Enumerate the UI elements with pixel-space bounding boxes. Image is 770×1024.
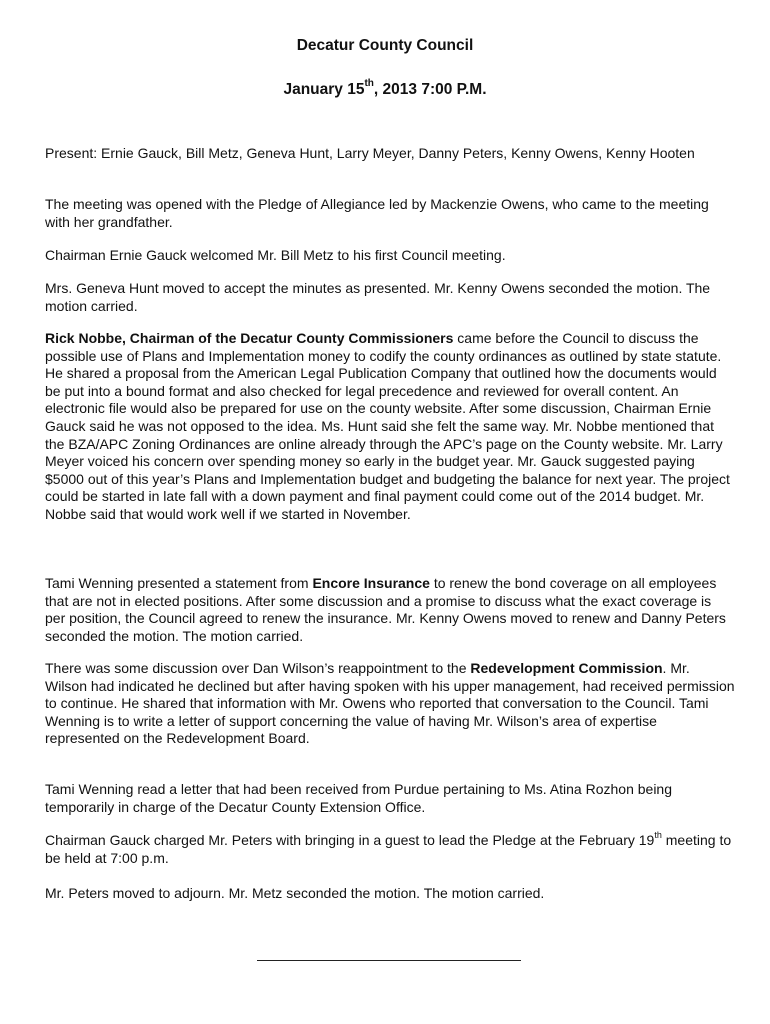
insurance-text-pre: Tami Wenning presented a statement from — [45, 575, 313, 591]
date-superscript: th — [364, 78, 374, 89]
nobbe-heading: Rick Nobbe, Chairman of the Decatur County Commissioners — [45, 330, 454, 346]
date-prefix: January 15 — [283, 81, 365, 99]
welcome-paragraph: Chairman Ernie Gauck welcomed Mr. Bill Metz to his first Council meeting. — [45, 247, 506, 263]
adjourn-paragraph: Mr. Peters moved to adjourn. Mr. Metz seconded the motion. The motion carried. — [45, 885, 545, 901]
meeting-date — [0, 77, 770, 99]
nobbe-paragraph — [45, 330, 735, 524]
purdue-paragraph: Tami Wenning read a letter that had been received from Purdue pertaining to Ms. Atina Rozhon being temporarily in charge of the Decatur County Extension Office. — [45, 781, 673, 815]
document-title: Decatur County Council — [296, 37, 474, 54]
redevelopment-heading: Redevelopment Commission — [470, 660, 663, 676]
minutes-paragraph: Mrs. Geneva Hunt moved to accept the minutes as presented. Mr. Kenny Owens seconded the motion. The motion carried. — [45, 280, 711, 314]
insurance-text-post: to renew the bond coverage on all employees that are not in elected positions. After some discussion and a promise to discuss what the exact coverage is per position, the Council agreed to renew the insurance. Mr. Kenny Owens moved to renew and Danny Peters seconded the motion. The motion carried. — [45, 575, 726, 644]
february-superscript: th — [654, 830, 662, 841]
redevelopment-text-pre: There was some discussion over Dan Wilson’s reappointment to the — [45, 660, 471, 676]
february-text-post: meeting to be held at 7:00 p.m. — [45, 832, 732, 866]
pledge-paragraph: The meeting was opened with the Pledge of Allegiance led by Mackenzie Owens, who came to the meeting with her grandfather. — [45, 196, 709, 230]
redevelopment-paragraph — [45, 660, 735, 748]
signature-line — [257, 960, 521, 961]
insurance-heading: Encore Insurance — [312, 575, 430, 591]
date-suffix: , 2013 7:00 P.M. — [373, 81, 487, 99]
attendance-paragraph: Present: Ernie Gauck, Bill Metz, Geneva Hunt, Larry Meyer, Danny Peters, Kenny Owens, Kenny Hooten — [45, 145, 695, 161]
february-pledge-paragraph — [45, 832, 735, 867]
nobbe-text: came before the Council to discuss the possible use of Plans and Implementation money to codify the county ordinances as outlined by state statute. He shared a proposal from the American Legal Publication Company that outlined how the documents would be put into a bound format and also checked for legal precedence and reviewed for overall content. An electronic file would also be prepared for use on the county website. After some discussion, Chairman Ernie Gauck said he was not opposed to the idea. Ms. Hunt said she felt the same way. Mr. Nobbe mentioned that the BZA/APC Zoning Ordinances are online already through the APC’s page on the County website. Mr. Larry Meyer voiced his concern over spending money so early in the budget year. Mr. Gauck suggested paying $5000 out of this year’s Plans and Implementation budget and budgeting the balance for next year. The project could be started in late fall with a down payment and final payment could come out of the 2014 budget. Mr. Nobbe said that would work well if we started in November. — [45, 330, 730, 522]
redevelopment-text-post: . Mr. Wilson had indicated he declined but after having spoken with his upper management, had received permission to continue. He shared that information with Mr. Owens who reported that conversation to the Council. Tami Wenning is to write a letter of support concerning the value of having Mr. Wilson’s area of expertise represented on the Redevelopment Board. — [45, 660, 735, 747]
february-text-pre: Chairman Gauck charged Mr. Peters with bringing in a guest to lead the Pledge at the February 19 — [45, 832, 655, 848]
insurance-paragraph — [45, 575, 735, 645]
